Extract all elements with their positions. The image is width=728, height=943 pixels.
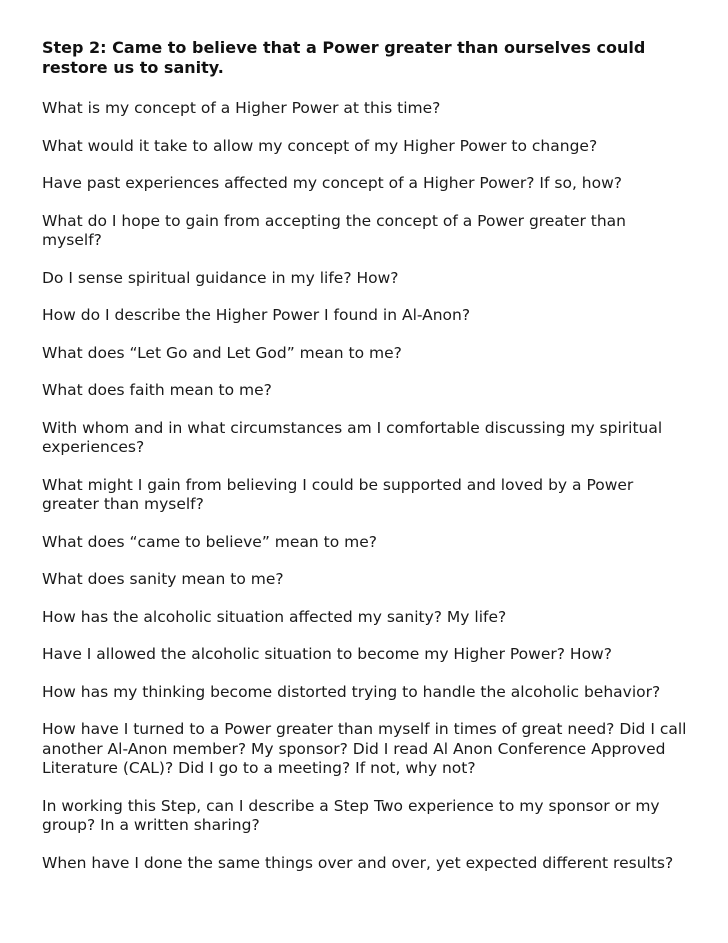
question-paragraph: What does faith mean to me? xyxy=(42,381,272,399)
question-paragraph: What might I gain from believing I could be supported and loved by a Power greater than myself? xyxy=(42,475,634,513)
question-paragraph: What do I hope to gain from accepting the concept of a Power greater than myself? xyxy=(42,211,626,249)
question-paragraph: How has the alcoholic situation affected my sanity? My life? xyxy=(42,607,507,626)
question-paragraph: What does “Let Go and Let God” mean to me? xyxy=(42,343,402,362)
question-paragraph: What would it take to allow my concept of my Higher Power to change? xyxy=(42,136,598,155)
question-paragraph: How have I turned to a Power greater than myself in times of great need? Did I call another Al-Anon member? My sponsor? Did I read Al Anon Conference Approved Literature (CAL)? Did I go to a meeting? If not, why not? xyxy=(42,720,687,777)
question-paragraph: Have past experiences affected my concept of a Higher Power? If so, how? xyxy=(42,174,623,192)
step-heading: Step 2: Came to believe that a Power greater than ourselves could restore us to sanity. xyxy=(42,38,646,77)
question-paragraph: When have I done the same things over and over, yet expected different results? xyxy=(42,853,674,872)
question-paragraph: What does “came to believe” mean to me? xyxy=(42,532,378,551)
question-paragraph: How has my thinking become distorted trying to handle the alcoholic behavior? xyxy=(42,682,661,701)
question-paragraph: Do I sense spiritual guidance in my life? How? xyxy=(42,268,399,287)
question-paragraph: In working this Step, can I describe a Step Two experience to my sponsor or my group? In a written sharing? xyxy=(42,796,660,834)
question-paragraph: How do I describe the Higher Power I found in Al-Anon? xyxy=(42,306,471,324)
question-paragraph: What does sanity mean to me? xyxy=(42,570,284,588)
question-paragraph: Have I allowed the alcoholic situation to become my Higher Power? How? xyxy=(42,645,612,663)
question-paragraph: What is my concept of a Higher Power at this time? xyxy=(42,99,441,117)
question-paragraph: With whom and in what circumstances am I comfortable discussing my spiritual experiences? xyxy=(42,418,663,456)
